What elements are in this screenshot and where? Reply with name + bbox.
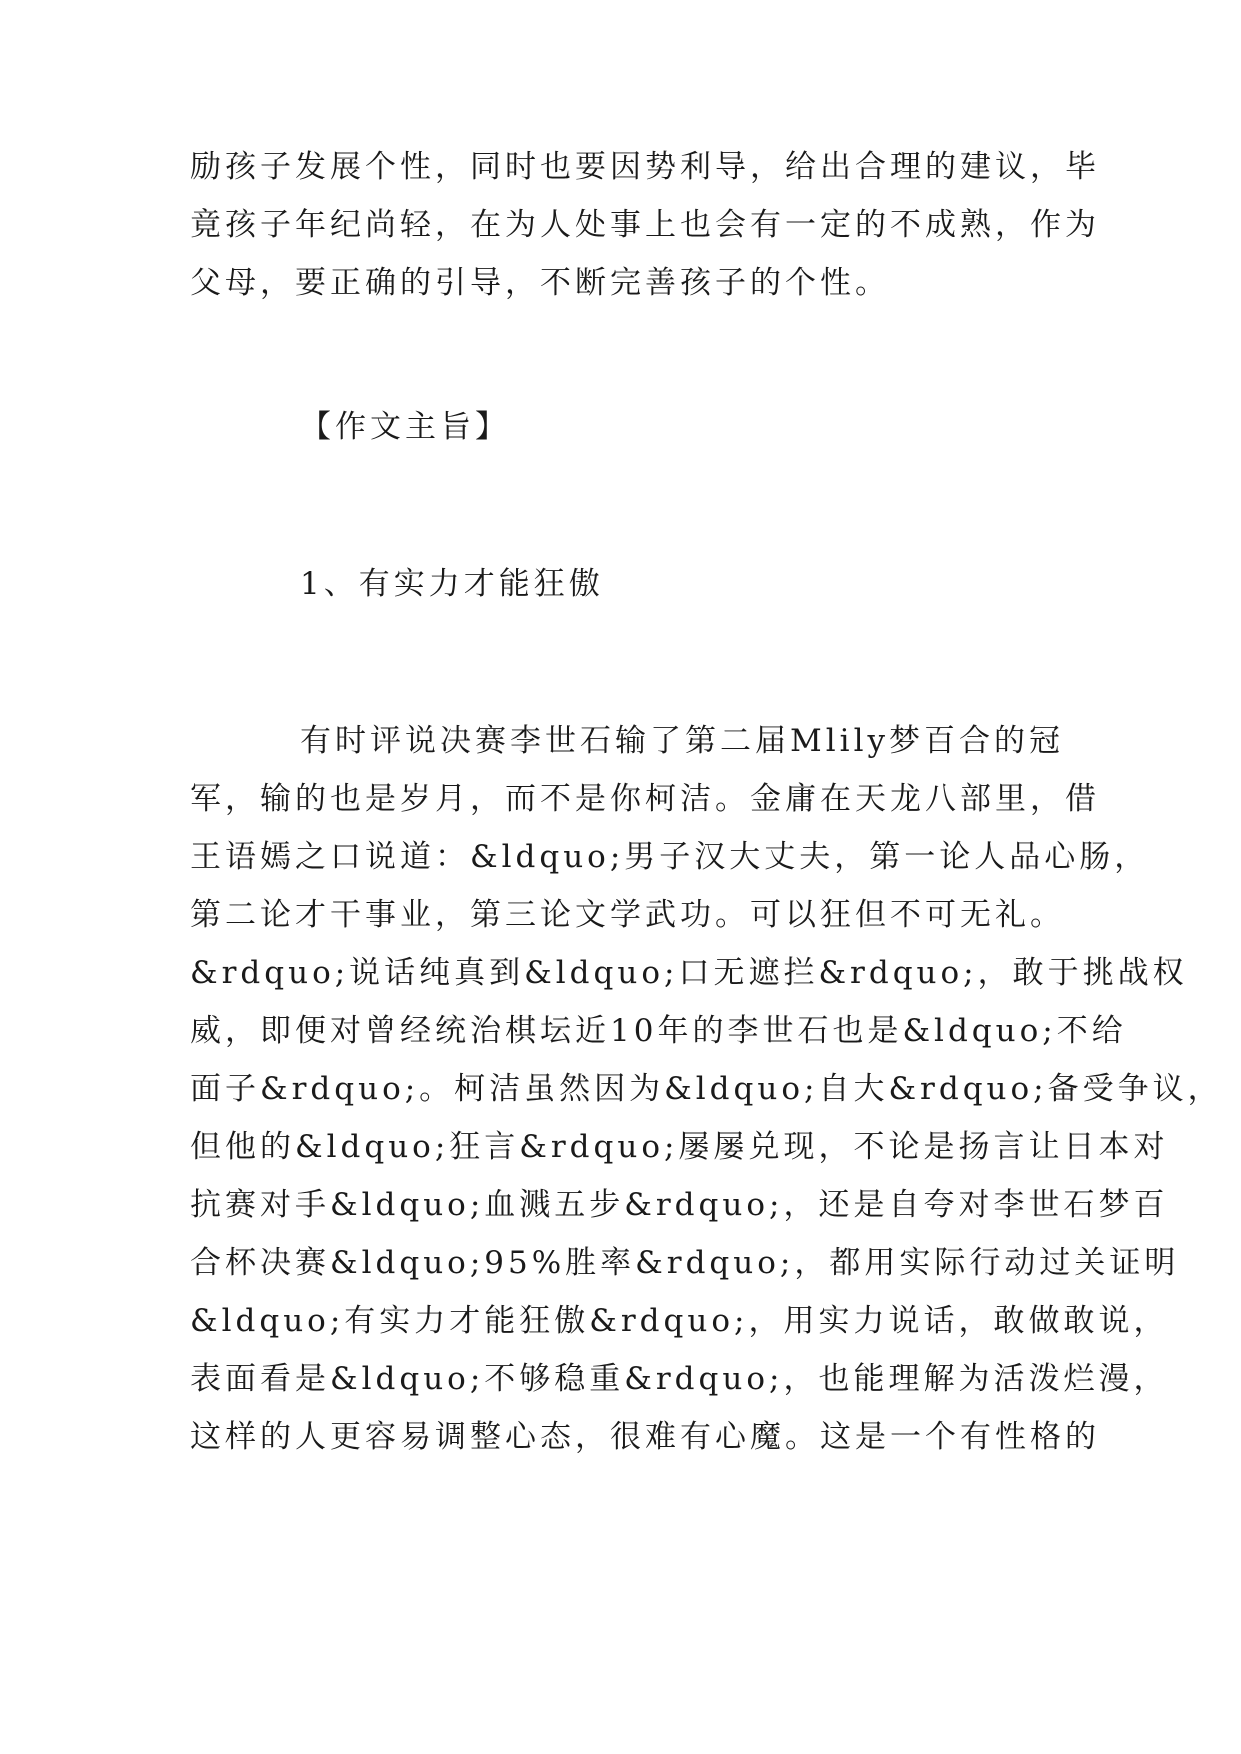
main-line-6: 威，即便对曾经统治棋坛近10年的李世石也是&ldquo;不给 xyxy=(190,1013,1127,1049)
main-line-5: &rdquo;说话纯真到&ldquo;口无遮拦&rdquo;，敢于挑战权 xyxy=(190,955,1188,991)
main-line-7: 面子&rdquo;。柯洁虽然因为&ldquo;自大&rdquo;备受争议， xyxy=(190,1071,1223,1107)
main-line-10: 合杯决赛&ldquo;95%胜率&rdquo;，都用实际行动过关证明 xyxy=(190,1245,1180,1281)
main-line-8: 但他的&ldquo;狂言&rdquo;屡屡兑现，不论是扬言让日本对 xyxy=(190,1129,1169,1165)
main-line-11: &ldquo;有实力才能狂傲&rdquo;，用实力说话，敢做敢说， xyxy=(190,1303,1169,1339)
intro-paragraph xyxy=(190,138,1100,312)
main-line-12: 表面看是&ldquo;不够稳重&rdquo;，也能理解为活泼烂漫， xyxy=(190,1361,1169,1397)
section-heading: 【作文主旨】 xyxy=(300,409,510,445)
intro-line-2: 竟孩子年纪尚轻，在为人处事上也会有一定的不成熟，作为 xyxy=(190,207,1100,243)
intro-line-1: 励孩子发展个性，同时也要因势利导，给出合理的建议，毕 xyxy=(190,149,1100,185)
main-paragraph xyxy=(190,712,1223,1466)
main-line-3: 王语嫣之口说道：&ldquo;男子汉大丈夫，第一论人品心肠， xyxy=(190,839,1150,875)
subheading: 1、有实力才能狂傲 xyxy=(300,566,604,602)
main-line-4: 第二论才干事业，第三论文学武功。可以狂但不可无礼。 xyxy=(190,897,1065,933)
main-line-1: 有时评说决赛李世石输了第二届Mlily梦百合的冠 xyxy=(300,723,1064,759)
intro-line-3: 父母，要正确的引导，不断完善孩子的个性。 xyxy=(190,265,890,301)
main-line-13: 这样的人更容易调整心态，很难有心魔。这是一个有性格的 xyxy=(190,1419,1100,1455)
main-line-2: 军，输的也是岁月，而不是你柯洁。金庸在天龙八部里，借 xyxy=(190,781,1100,817)
main-line-9: 抗赛对手&ldquo;血溅五步&rdquo;，还是自夸对李世石梦百 xyxy=(190,1187,1169,1223)
